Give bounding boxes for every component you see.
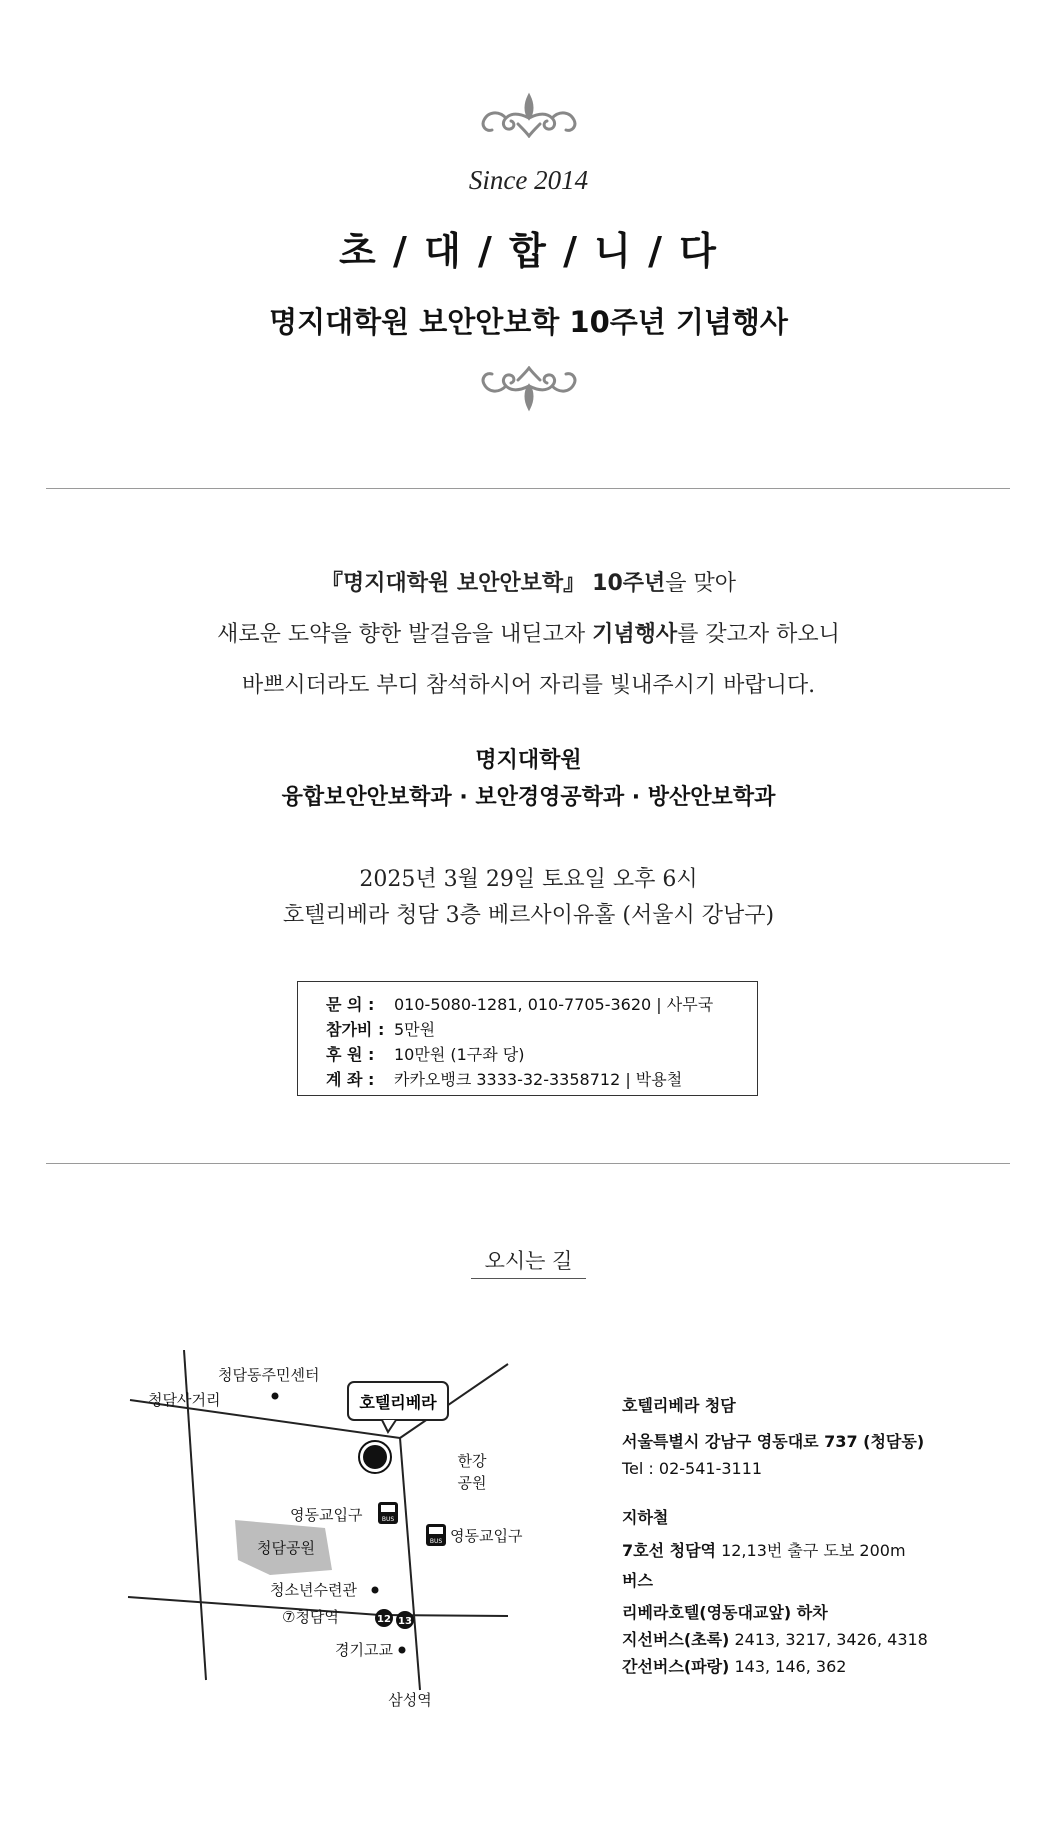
map-youth-center-label: 청소년수련관 (270, 1581, 357, 1599)
message-line-1 (0, 566, 1057, 597)
hotel-name: 호텔리베라 청담 (622, 1396, 736, 1415)
hotel-marker-dot (363, 1445, 387, 1469)
divider-bottom (46, 1163, 1010, 1164)
info-key: 후 원 : (326, 1045, 375, 1064)
bus-icon-text: BUS (381, 1516, 395, 1523)
branch-bus-label: 지선버스(초록) (622, 1630, 730, 1649)
map-han-river-label-2: 공원 (457, 1474, 487, 1492)
map-park-label: 청담공원 (257, 1539, 315, 1557)
trunk-bus-row (622, 1653, 928, 1680)
info-key: 계 좌 : (326, 1070, 375, 1089)
map-samseong-label: 삼성역 (388, 1691, 432, 1709)
info-value: 5만원 (394, 1020, 436, 1039)
info-key: 참가비 : (326, 1020, 385, 1039)
trunk-bus-label: 간선버스(파랑) (622, 1657, 730, 1676)
message-line-2 (0, 617, 1057, 648)
youth-center-dot (372, 1587, 379, 1594)
info-value: 10만원 (1구좌 당) (394, 1045, 525, 1064)
info-value: 010-5080-1281, 010-7705-3620 | 사무국 (394, 995, 714, 1014)
map-hotel-label: 호텔리베라 (359, 1393, 437, 1412)
bottom-ornament-icon (476, 366, 582, 412)
bus-icon (426, 1524, 446, 1546)
hotel-address: 서울특별시 강남구 영동대로 737 (청담동) (622, 1432, 925, 1451)
subway-info (622, 1505, 906, 1561)
road-south (128, 1597, 380, 1615)
invitation-title: 초 / 대 / 합 / 니 / 다 (339, 229, 718, 273)
bus-stop-name: 리베라호텔(영동대교앞) 하차 (622, 1603, 828, 1622)
info-row-account (326, 1067, 757, 1092)
directions-title-underline (471, 1278, 586, 1279)
community-center-dot (272, 1393, 279, 1400)
info-value: 카카오뱅크 3333-32-3358712 | 박용철 (394, 1070, 683, 1089)
message-line-2-tail: 를 갖고자 하오니 (677, 622, 840, 647)
high-school-dot (399, 1647, 406, 1654)
event-datetime: 2025년 3월 29일 토요일 오후 6시 (359, 867, 698, 892)
exit-13-label: 13 (398, 1616, 412, 1627)
map-bus-stop-right-label: 영동교입구 (450, 1527, 523, 1545)
bus-info (622, 1568, 928, 1680)
subway-detail (622, 1538, 906, 1561)
map-han-river-label-1: 한강 (457, 1452, 487, 1470)
event-title: 명지대학원 보안안보학 10주년 기념행사 (269, 305, 788, 339)
exit-12-label: 12 (377, 1614, 391, 1625)
message-event-word: 기념행사 (592, 622, 678, 647)
map-intersection-label: 청담사거리 (148, 1391, 221, 1409)
message-line-3: 바쁘시더라도 부디 참석하시어 자리를 빛내주시기 바랍니다. (241, 673, 816, 698)
branch-bus-row (622, 1626, 928, 1653)
map-bus-stop-left-label: 영동교입구 (290, 1506, 363, 1524)
info-key: 문 의 : (326, 995, 375, 1014)
host-departments: 융합보안안보학과 · 보안경영공학과 · 방산안보학과 (281, 785, 776, 810)
trunk-bus-numbers: 143, 146, 362 (729, 1657, 847, 1676)
subway-title: 지하철 (622, 1508, 669, 1527)
message-line-1-tail: 을 맞아 (665, 571, 737, 596)
hotel-info (622, 1393, 924, 1482)
since-label: Since 2014 (468, 165, 589, 195)
subway-exit: 12,13번 출구 도보 200m (715, 1541, 906, 1560)
bus-icon-text: BUS (429, 1538, 443, 1545)
map-station-label: ⑦청담역 (282, 1608, 339, 1626)
directions-title: 오시는 길 (484, 1249, 573, 1273)
info-row-fee (326, 1017, 757, 1042)
event-venue: 호텔리베라 청담 3층 베르사이유홀 (서울시 강남구) (282, 903, 775, 928)
message-quote: 『명지대학원 보안안보학』 (320, 571, 586, 596)
branch-bus-numbers: 2413, 3217, 3426, 4318 (729, 1630, 928, 1649)
subway-line: 7호선 청담역 (622, 1541, 716, 1560)
host-school: 명지대학원 (475, 748, 582, 773)
bus-title: 버스 (622, 1571, 653, 1590)
hotel-tel: Tel : 02-541-3111 (622, 1459, 763, 1478)
info-row-contact (326, 992, 757, 1017)
bus-icon (378, 1502, 398, 1524)
location-map (120, 1350, 540, 1720)
divider-top (46, 488, 1010, 489)
message-anniversary: 10주년 (592, 571, 666, 596)
info-row-sponsor (326, 1042, 757, 1067)
map-high-school-label: 경기고교 (335, 1641, 393, 1659)
info-box (297, 981, 758, 1096)
top-ornament-icon (476, 92, 582, 138)
hotel-callout-pointer (382, 1420, 396, 1432)
message-line-2-head: 새로운 도약을 향한 발걸음을 내딛고자 (217, 622, 593, 647)
map-community-center-label: 청담동주민센터 (218, 1366, 320, 1384)
